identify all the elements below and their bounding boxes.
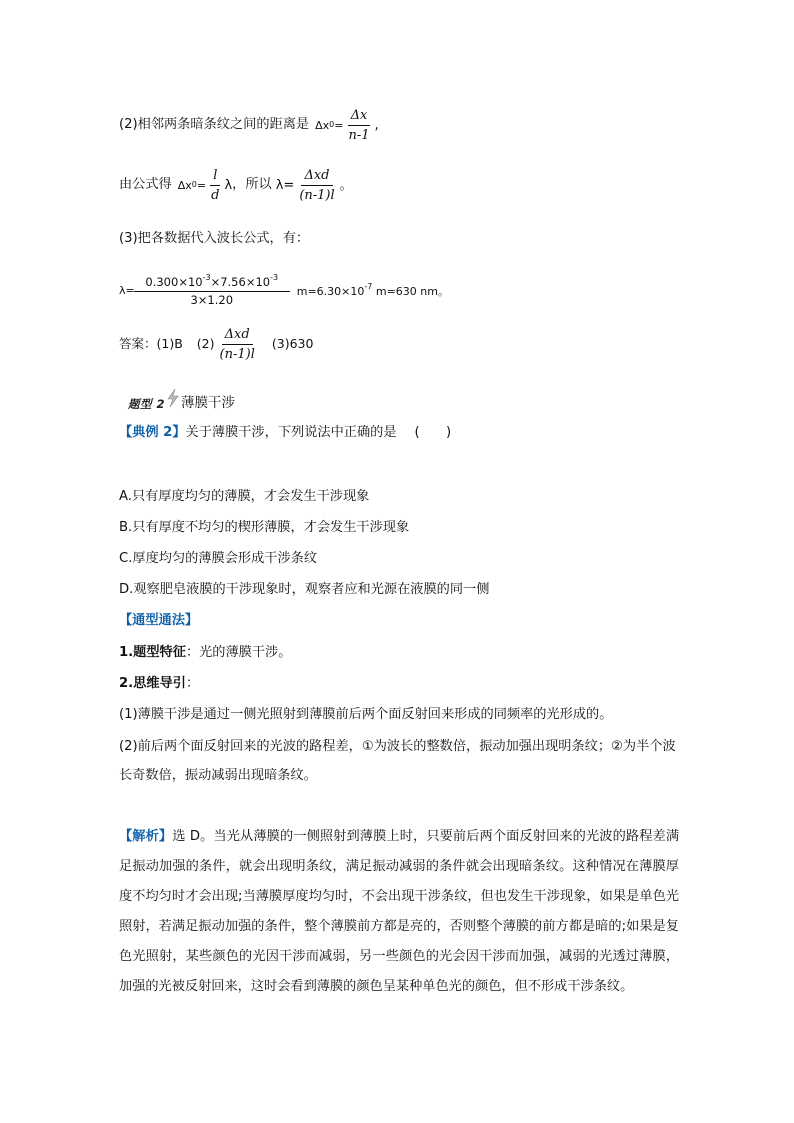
line4-result-text: m=6.30×10 [296, 285, 365, 298]
line4-result-exp: -7 [364, 282, 373, 291]
analysis-paragraph [119, 822, 679, 1002]
line2-eq2: = [283, 177, 295, 193]
line2-den2: (n-1)l [299, 187, 335, 203]
analysis-label: 【解析】 [119, 829, 173, 844]
formula-line-2 [119, 163, 353, 207]
line2-num2: Δxd [301, 169, 332, 186]
guide-line [119, 677, 199, 690]
line3-text: (3)把各数据代入波长公式，有： [119, 231, 310, 246]
line4-result-tail: m=630 nm。 [375, 285, 449, 298]
line2-mid: ，所以 [232, 177, 272, 193]
section-title: 薄膜干涉 [181, 394, 236, 411]
option-a: A.只有厚度均匀的薄膜，才会发生干涉现象 [119, 489, 370, 504]
answer-fraction [217, 328, 258, 361]
line2-lambda: λ [224, 177, 233, 193]
section-heading [128, 389, 235, 410]
option-d: D.观察肥皂液膜的干涉现象时，观察者应和光源在液膜的同一侧 [119, 582, 490, 597]
example-paren: ( ) [414, 425, 452, 440]
line4-result [297, 283, 449, 297]
line1-den: n-1 [348, 127, 370, 143]
line2-lhs: Δx [177, 178, 192, 192]
line1-after: , [374, 117, 379, 133]
line1-lhs-sub: 0 [329, 120, 335, 129]
guide-point-1: (1)薄膜干涉是通过一侧光照射到薄膜前后两个面反射回来形成的同频率的光形成的。 [119, 707, 613, 722]
guide-point-2: (2)前后两个面反射回来的光波的路程差，①为波长的整数倍，振动加强出现明条纹；②为半个波长奇数倍，振动减弱出现暗条纹。 [119, 739, 676, 783]
example-text: 关于薄膜干涉，下列说法中正确的是 [185, 425, 397, 440]
line1-fraction [345, 109, 372, 142]
example-question [119, 426, 451, 439]
feature-text: ：光的薄膜干涉。 [185, 645, 292, 660]
section-badge: 题型 2 [128, 396, 166, 411]
line2-lhs2: λ [275, 177, 284, 193]
line2-fraction-2 [296, 169, 337, 202]
answer-part2: (2) [196, 335, 215, 351]
answer-label: 答案：(1)B [119, 335, 183, 351]
line2-fraction-1 [208, 169, 222, 202]
line4-num-a-exp: -3 [202, 272, 211, 282]
line2-after: 。 [339, 177, 353, 193]
line4-den: 3×1.20 [190, 293, 234, 307]
option-b: B.只有厚度不均匀的楔形薄膜，才会发生干涉现象 [119, 520, 410, 535]
formula-line-1 [119, 103, 379, 147]
line1-num: Δx [348, 109, 371, 126]
line4-num-a: 0.300×10 [145, 274, 203, 289]
answer-part3: (3)630 [271, 335, 314, 351]
answer-num: Δxd [222, 328, 253, 345]
line1-eq: = [334, 118, 344, 132]
line2-text: 由公式得 [119, 177, 172, 193]
line4-num-b: ×7.56×10 [210, 274, 271, 289]
method-title: 【通型通法】 [119, 613, 199, 628]
line4-num [134, 274, 290, 293]
line2-eq: = [196, 178, 207, 192]
feature-line [119, 646, 291, 659]
line2-num: l [210, 169, 220, 186]
line1-text: (2)相邻两条暗条纹之间的距离是 [119, 117, 310, 133]
guide-text: ： [185, 676, 200, 691]
line-3 [119, 232, 309, 245]
line4-fraction [137, 274, 287, 307]
formula-line-4 [119, 265, 449, 315]
lightning-icon [166, 389, 180, 410]
answer-den: (n-1)l [219, 346, 255, 362]
line4-eq: = [125, 283, 135, 297]
feature-label: 1.题型特征 [119, 645, 186, 660]
line4-num-b-exp: -3 [270, 272, 279, 282]
option-c: C.厚度均匀的薄膜会形成干涉条纹 [119, 551, 318, 566]
guide-label: 2.思维导引 [119, 676, 186, 691]
line4-lhs: λ [119, 283, 126, 297]
example-label: 【典例 2】 [119, 425, 186, 440]
answer-line [119, 322, 313, 366]
line2-lhs-sub: 0 [191, 180, 197, 189]
analysis-text: 选 D。当光从薄膜的一侧照射到薄膜上时，只要前后两个面反射回来的光波的路程差满足振动加强的条件，就会出现明条纹，满足振动减弱的条件就会出现暗条纹。这种情况在薄膜厚度不均匀时才会出现;当薄膜厚度均匀时，不会出现干涉条纹，但也发生干涉现象，如果是单色光照射，若满足振动加强的条件，整个薄膜前方都是亮的，否则整个薄膜的前方都是暗的;如果是复色光照射，某些颜色的光因干涉而减弱，另一些颜色的光会因干涉而加强，减弱的光透过薄膜，加强的光被反射回来，这时会看到薄膜的颜色呈某种单色光的颜色，但不形成干涉条纹。 [119, 829, 680, 994]
line2-den: d [211, 187, 220, 203]
line1-lhs: Δx [315, 118, 330, 132]
